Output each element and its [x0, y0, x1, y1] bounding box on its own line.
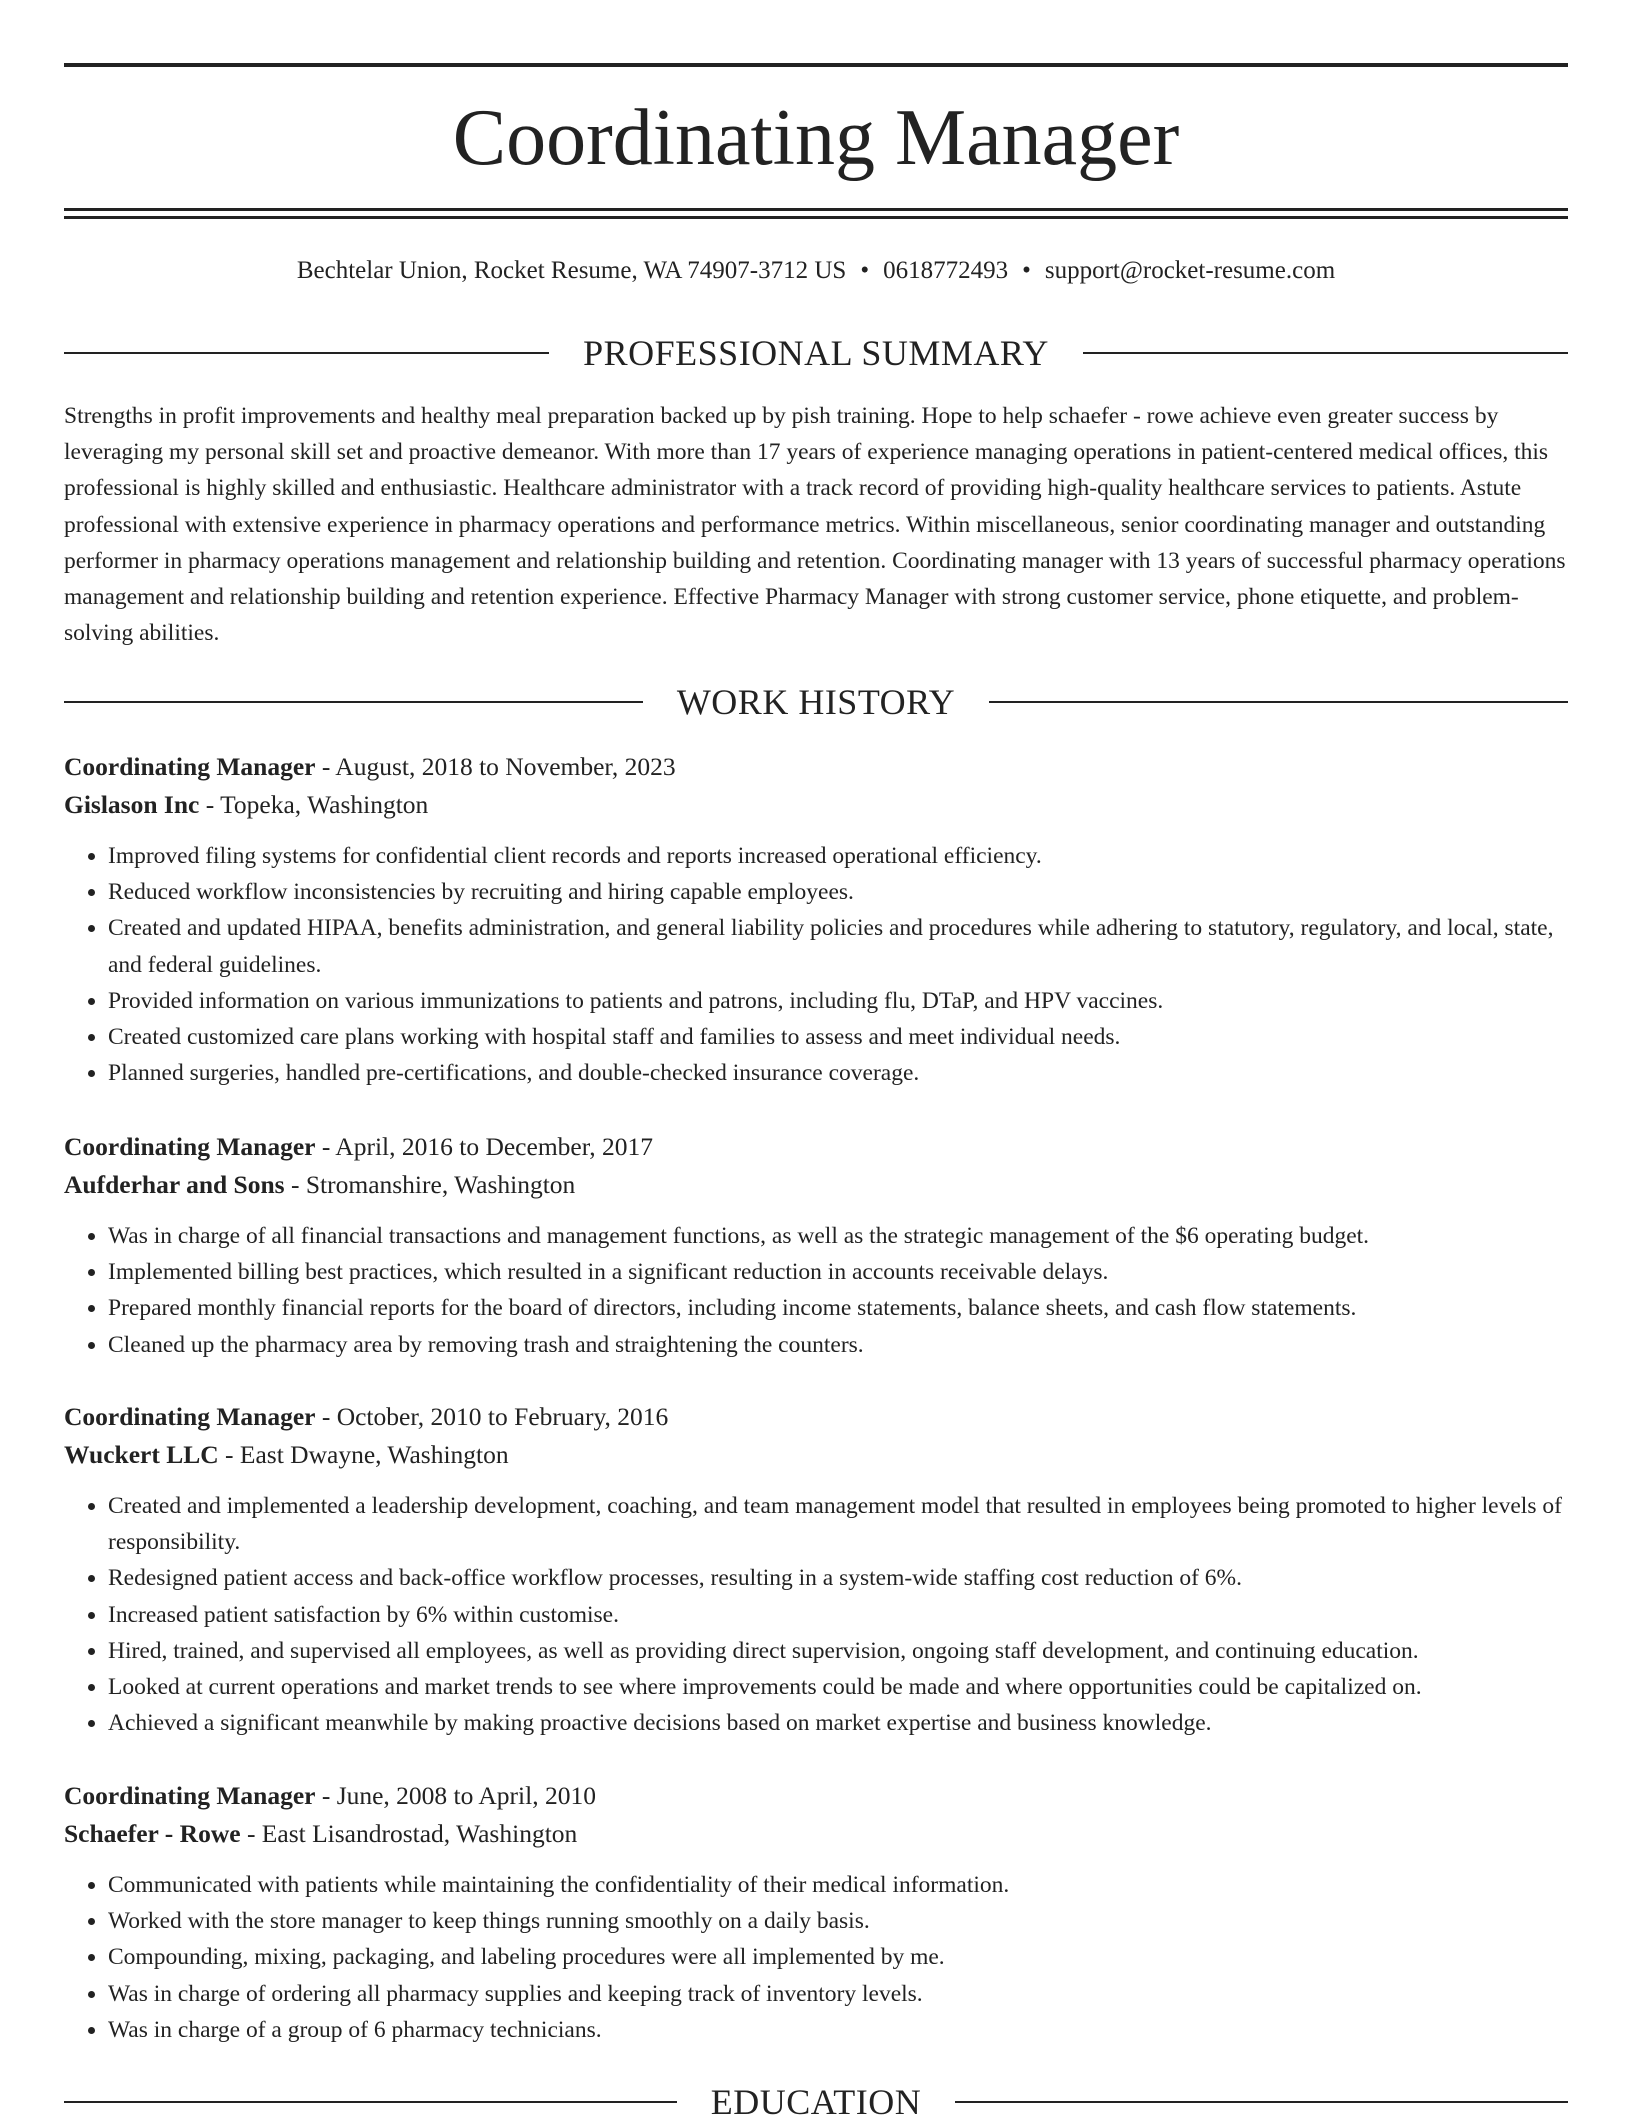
header-top-rule [64, 63, 1568, 67]
job-title: Coordinating Manager [64, 1781, 316, 1810]
job-bullet: • Planned surgeries, handled pre-certifications, and double-checked insurance coverage. [108, 1055, 1568, 1091]
job-bullet: • Worked with the store manager to keep things running smoothly on a daily basis. [108, 1903, 1568, 1939]
job-company-line [64, 786, 1568, 824]
job-bullet: • Implemented billing best practices, which resulted in a significant reduction in accounts receivable delays. [108, 1254, 1568, 1290]
job-dates: - August, 2018 to November, 2023 [315, 752, 676, 781]
job-role-line [64, 1777, 1568, 1815]
job-role-line [64, 748, 1568, 786]
job-bullet: • Was in charge of ordering all pharmacy supplies and keeping track of inventory levels. [108, 1976, 1568, 2012]
contact-separator: • [1022, 257, 1031, 284]
section-rule-right [989, 701, 1568, 703]
job-location: - East Dwayne, Washington [218, 1440, 509, 1469]
section-rule-left [64, 701, 643, 703]
job-bullets [64, 1867, 1568, 2048]
job-company-line [64, 1166, 1568, 1204]
job-title: Coordinating Manager [64, 1132, 316, 1161]
job-bullet: • Cleaned up the pharmacy area by removing trash and straightening the counters. [108, 1327, 1568, 1363]
job-bullet: • Achieved a significant meanwhile by making proactive decisions based on market expertise and business knowledge. [108, 1705, 1568, 1741]
contact-separator: • [860, 257, 870, 284]
job-bullet: • Was in charge of a group of 6 pharmacy technicians. [108, 2012, 1568, 2048]
contact-email: support@rocket-resume.com [1044, 257, 1336, 284]
job-company: Aufderhar and Sons [64, 1170, 285, 1199]
job-bullet: • Redesigned patient access and back-office workflow processes, resulting in a system-wide staffing cost reduction of 6%. [108, 1560, 1568, 1596]
job-title: Coordinating Manager [64, 1402, 316, 1431]
section-rule-right [955, 2101, 1568, 2103]
job-location: - Topeka, Washington [199, 790, 429, 819]
job-bullets [64, 838, 1568, 1091]
job-bullet: • Compounding, mixing, packaging, and labeling procedures were all implemented by me. [108, 1939, 1568, 1975]
job-location: - East Lisandrostad, Washington [240, 1819, 578, 1848]
header-bottom-rule [64, 208, 1568, 211]
job-bullet: • Communicated with patients while maintaining the confidentiality of their medical information. [108, 1867, 1568, 1903]
resume-name: Coordinating Manager [452, 94, 1180, 182]
job-bullet: • Provided information on various immunizations to patients and patrons, including flu, DTaP, and HPV vaccines. [108, 983, 1568, 1019]
section-rule-left [64, 352, 549, 354]
job-company-line [64, 1436, 1568, 1474]
job-bullet: • Created and implemented a leadership development, coaching, and team management model that resulted in employees being promoted to higher levels of responsibility. [108, 1488, 1568, 1560]
job-bullets [64, 1488, 1568, 1741]
job-bullet: • Reduced workflow inconsistencies by recruiting and hiring capable employees. [108, 874, 1568, 910]
section-heading-education [64, 2080, 1568, 2124]
job-dates: - October, 2010 to February, 2016 [315, 1402, 669, 1431]
section-title: EDUCATION [710, 2082, 922, 2122]
job-location: - Stromanshire, Washington [284, 1170, 576, 1199]
job-bullet: • Created customized care plans working with hospital staff and families to assess and meet individual needs. [108, 1019, 1568, 1055]
job-bullet: • Improved filing systems for confidential client records and reports increased operational efficiency. [108, 838, 1568, 874]
job-title: Coordinating Manager [64, 752, 316, 781]
job-dates: - April, 2016 to December, 2017 [315, 1132, 653, 1161]
job-entry [64, 748, 1568, 1091]
job-company: Schaefer - Rowe [64, 1819, 241, 1848]
contact-line [64, 254, 1568, 288]
job-bullet: • Prepared monthly financial reports for the board of directors, including income statements, balance sheets, and cash flow statements. [108, 1290, 1568, 1326]
job-dates: - June, 2008 to April, 2010 [315, 1781, 596, 1810]
job-bullet: • Hired, trained, and supervised all employees, as well as providing direct supervision, ongoing staff development, and continuing education. [108, 1633, 1568, 1669]
job-role-line [64, 1398, 1568, 1436]
job-bullet: • Increased patient satisfaction by 6% within customise. [108, 1597, 1568, 1633]
header-bottom-rule-second [64, 216, 1568, 219]
section-heading-work-history [64, 680, 1568, 724]
summary-text: Strengths in profit improvements and healthy meal preparation backed up by pish training. Hope to help schaefer - rowe achieve even greater success by leveraging my personal skill set and proactive demeanor. With more than 17 years of experience managing operations in patient-centered medical offices, this professional is highly skilled and enthusiastic. Healthcare administrator with a track record of providing high-quality healthcare services to patients. Astute professional with extensive experience in pharmacy operations and performance metrics. Within miscellaneous, senior coordinating manager and outstanding performer in pharmacy operations management and relationship building and retention. Coordinating manager with 13 years of successful pharmacy operations management and relationship building and retention experience. Effective Pharmacy Manager with strong customer service, phone etiquette, and problem-solving abilities. [64, 403, 1566, 647]
contact-phone: 0618772493 [883, 257, 1009, 284]
section-heading-summary [64, 331, 1568, 375]
job-bullet: • Was in charge of all financial transactions and management functions, as well as the strategic management of the $6 operating budget. [108, 1218, 1568, 1254]
section-title: WORK HISTORY [676, 682, 956, 722]
job-company-line [64, 1815, 1568, 1853]
job-entry [64, 1777, 1568, 2048]
job-company: Gislason Inc [64, 790, 200, 819]
job-company: Wuckert LLC [64, 1440, 219, 1469]
section-rule-left [64, 2101, 677, 2103]
section-title: PROFESSIONAL SUMMARY [583, 333, 1049, 373]
job-role-line [64, 1128, 1568, 1166]
job-bullet: • Created and updated HIPAA, benefits administration, and general liability policies and procedures while adhering to statutory, regulatory, and local, state, and federal guidelines. [108, 910, 1568, 982]
contact-address: Bechtelar Union, Rocket Resume, WA 74907-3712 US [296, 257, 847, 284]
job-entry [64, 1398, 1568, 1741]
section-rule-right [1083, 352, 1568, 354]
job-bullet: • Looked at current operations and market trends to see where improvements could be made and where opportunities could be capitalized on. [108, 1669, 1568, 1705]
job-entry [64, 1128, 1568, 1363]
job-bullets [64, 1218, 1568, 1363]
